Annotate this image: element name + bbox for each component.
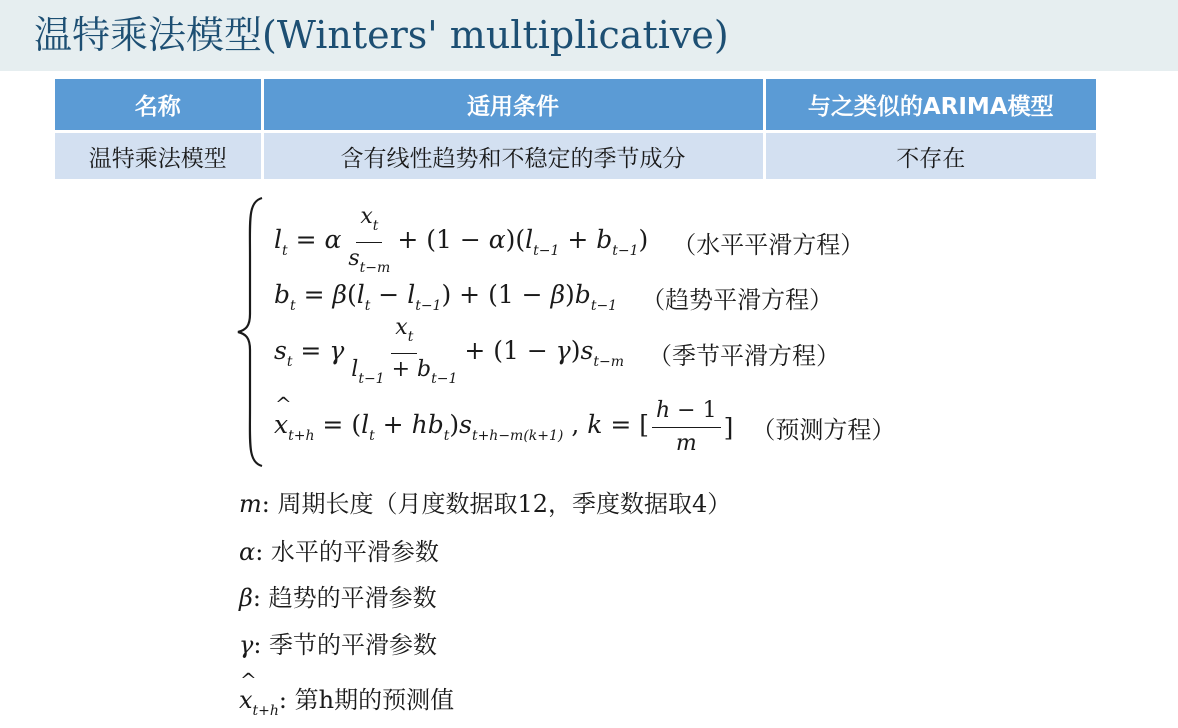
table-row xyxy=(55,132,1096,180)
def-beta-text: : 趋势的平滑参数 xyxy=(252,584,437,612)
def-xhat-text: : 第h期的预测值 xyxy=(278,686,455,714)
def-gamma-text: : 季节的平滑参数 xyxy=(253,631,438,659)
def-alpha-text: : 水平的平滑参数 xyxy=(255,538,439,566)
table-header-row xyxy=(55,79,1096,132)
forecast-note: （预测方程） xyxy=(751,415,896,444)
def-beta: β: 趋势的平滑参数 xyxy=(239,584,437,612)
trend-note: （趋势平滑方程） xyxy=(641,285,834,314)
level-equation: $l_t = \alpha$ $\frac{x_t}{s_{t-m}}$ + $(1 - \alpha)(l_{t-1} + b_{t-1})$ （水平平滑方程） xyxy=(274,203,865,276)
def-alpha: α: 水平的平滑参数 xyxy=(239,538,439,566)
def-xhat: ^ $x_{t+h}$: 第h期的预测值 xyxy=(239,680,454,719)
forecast-equation: ^ $x_{t+h} = (l_t + hb_t)s_{t+h-m(k+1)}$ , k = [ $\frac{h - 1}{m}$ ] （预测方程） xyxy=(274,397,895,457)
def-gamma: γ: 季节的平滑参数 xyxy=(239,631,438,659)
cell-arima: 不存在 xyxy=(764,132,1096,180)
header-name: 名称 xyxy=(55,79,262,132)
header-arima: 与之类似的ARIMA模型 xyxy=(764,79,1096,132)
def-m-text: : 周期长度（月度数据取12，季度数据取4） xyxy=(261,490,732,518)
season-note: （季节平滑方程） xyxy=(647,341,840,370)
level-note: （水平平滑方程） xyxy=(672,230,865,259)
def-m: m: 周期长度（月度数据取12，季度数据取4） xyxy=(239,490,732,518)
left-brace xyxy=(236,196,266,468)
season-equation: $s_t = \gamma$ $\frac{x_t}{l_{t-1} + b_{t-1}}$ + $(1 - \gamma)s_{t-m}$ （季节平滑方程） xyxy=(274,314,840,387)
trend-equation: $b_t = \beta(l_t - l_{t-1}) + (1 - \beta)b_{t-1}$ （趋势平滑方程） xyxy=(274,280,834,314)
slide-title: 温特乘法模型(Winters' multiplicative) xyxy=(34,13,729,57)
cell-condition: 含有线性趋势和不稳定的季节成分 xyxy=(262,132,764,180)
title-bar xyxy=(0,0,1178,71)
header-condition: 适用条件 xyxy=(262,79,764,132)
model-table xyxy=(55,79,1096,179)
cell-name: 温特乘法模型 xyxy=(55,132,262,180)
